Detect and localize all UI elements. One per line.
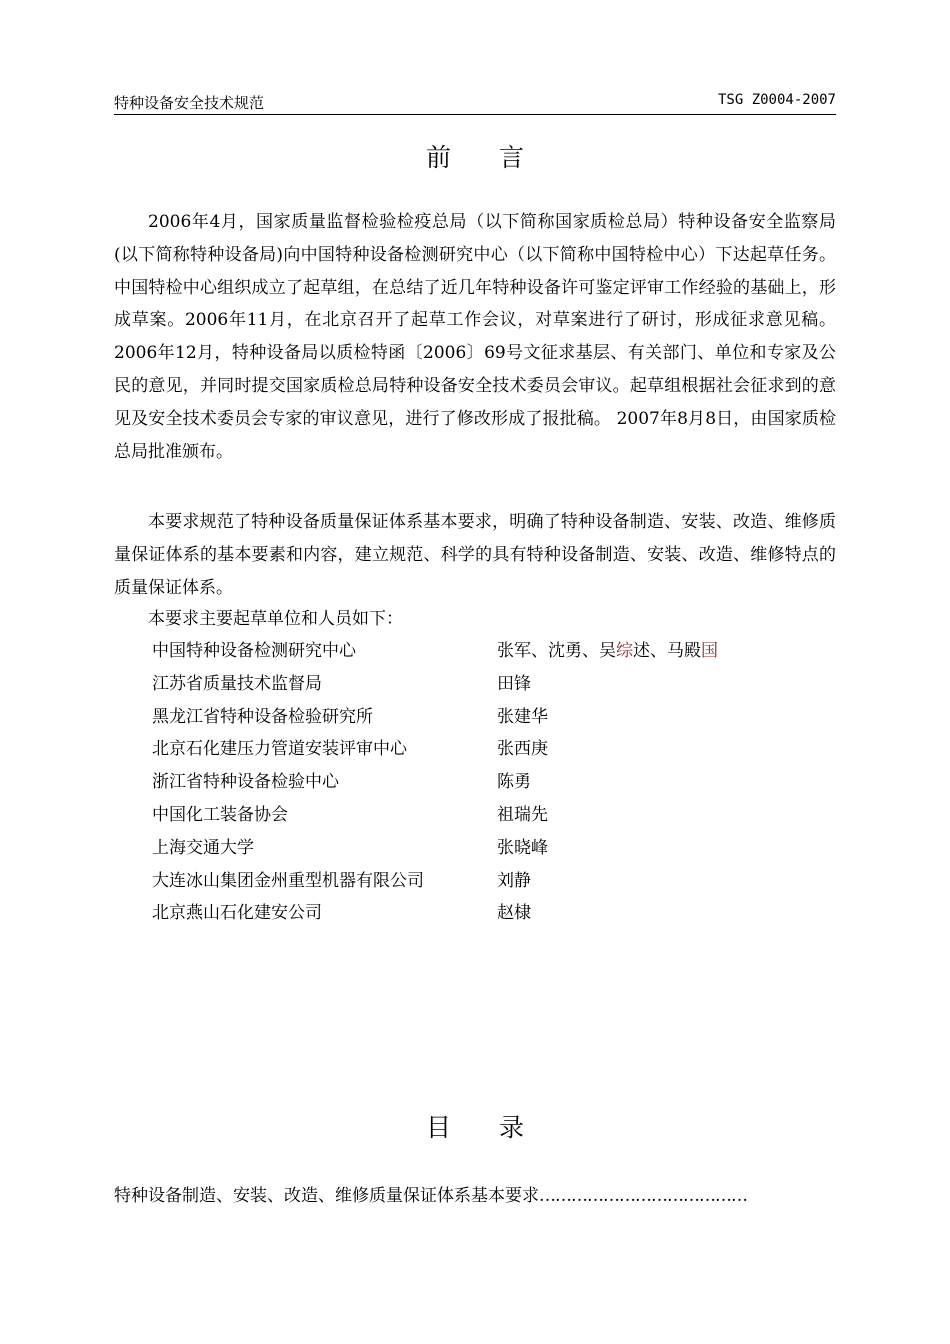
drafter-people-highlight: 综 (616, 641, 633, 661)
drafter-people: 田锋 (497, 673, 531, 694)
preface-paragraph-1 (114, 206, 836, 468)
drafter-people-highlight: 国 (701, 641, 718, 661)
header-spec-code: TSG Z0004-2007 (717, 92, 836, 108)
toc-leader-dots: ………………………………… (539, 1186, 747, 1206)
drafter-row (152, 635, 842, 668)
drafter-people: 刘静 (497, 870, 531, 891)
drafter-row (152, 865, 842, 898)
toc-title: 目录 (425, 1113, 572, 1142)
toc-entry[interactable] (114, 1180, 836, 1212)
preface-paragraph-text: 本要求主要起草单位和人员如下： (148, 609, 403, 629)
preface-paragraph-text: 2006年4月，国家质量监督检验检疫总局（以下简称国家质检总局）特种设备安全监察局(以下简称特种设备局)向中国特种设备检测研究中心（以下简称中国特检中心）下达起草任务。中国特检中心组织成立了起草组，在总结了近几年特种设备许可鉴定评审工作经验的基础上，形成草案。2006年11月，在北京召开了起草工作会议，对草案进行了研讨，形成征求意见稿。2006年12月，特种设备局以质检特函〔2006〕69号文征求基层、有关部门、单位和专家及公民的意见，并同时提交国家质检总局特种设备安全技术委员会审议。起草组根据社会征求到的意见及安全技术委员会专家的审议意见，进行了修改形成了报批稿。 2007年8月8日，由国家质检总局批准颁布。 (114, 212, 836, 462)
drafter-row (152, 701, 842, 734)
drafter-people (497, 635, 718, 668)
drafter-unit: 大连冰山集团金州重型机器有限公司 (152, 870, 424, 891)
drafter-unit: 北京燕山石化建安公司 (152, 903, 322, 924)
drafter-people: 陈勇 (497, 772, 531, 793)
drafter-row (152, 668, 842, 701)
drafter-row (152, 897, 842, 930)
preface-paragraph-3 (114, 603, 836, 636)
header-spec-series: 特种设备安全技术规范 (114, 94, 265, 112)
drafter-people: 张建华 (497, 706, 548, 727)
drafter-unit: 中国化工装备协会 (152, 804, 288, 825)
toc-entry-text: 特种设备制造、安装、改造、维修质量保证体系基本要求 (114, 1186, 539, 1206)
drafter-unit: 黑龙江省特种设备检验研究所 (152, 706, 373, 727)
drafter-people-part: 张军、沈勇、吴 (497, 641, 616, 661)
preface-title: 前言 (425, 143, 572, 172)
drafter-row (152, 799, 842, 832)
drafter-unit: 上海交通大学 (152, 837, 254, 858)
drafter-unit: 江苏省质量技术监督局 (152, 673, 322, 694)
drafter-row (152, 733, 842, 766)
drafter-unit: 浙江省特种设备检验中心 (152, 772, 339, 793)
drafter-people: 张西庚 (497, 739, 548, 760)
drafter-row (152, 832, 842, 865)
preface-paragraph-2 (114, 506, 836, 604)
drafter-row (152, 766, 842, 799)
drafter-people: 祖瑞先 (497, 804, 548, 825)
drafter-people-part: 述、马殿 (633, 641, 701, 661)
preface-paragraph-text: 本要求规范了特种设备质量保证体系基本要求，明确了特种设备制造、安装、改造、维修质量保证体系的基本要素和内容，建立规范、科学的具有特种设备制造、安装、改造、维修特点的质量保证体系。 (114, 512, 836, 598)
drafter-list (152, 635, 842, 930)
drafter-unit: 中国特种设备检测研究中心 (152, 641, 356, 661)
drafter-unit: 北京石化建压力管道安装评审中心 (152, 739, 407, 760)
drafter-people: 赵棣 (497, 903, 531, 924)
page-header (114, 90, 836, 115)
drafter-people: 张晓峰 (497, 837, 548, 858)
